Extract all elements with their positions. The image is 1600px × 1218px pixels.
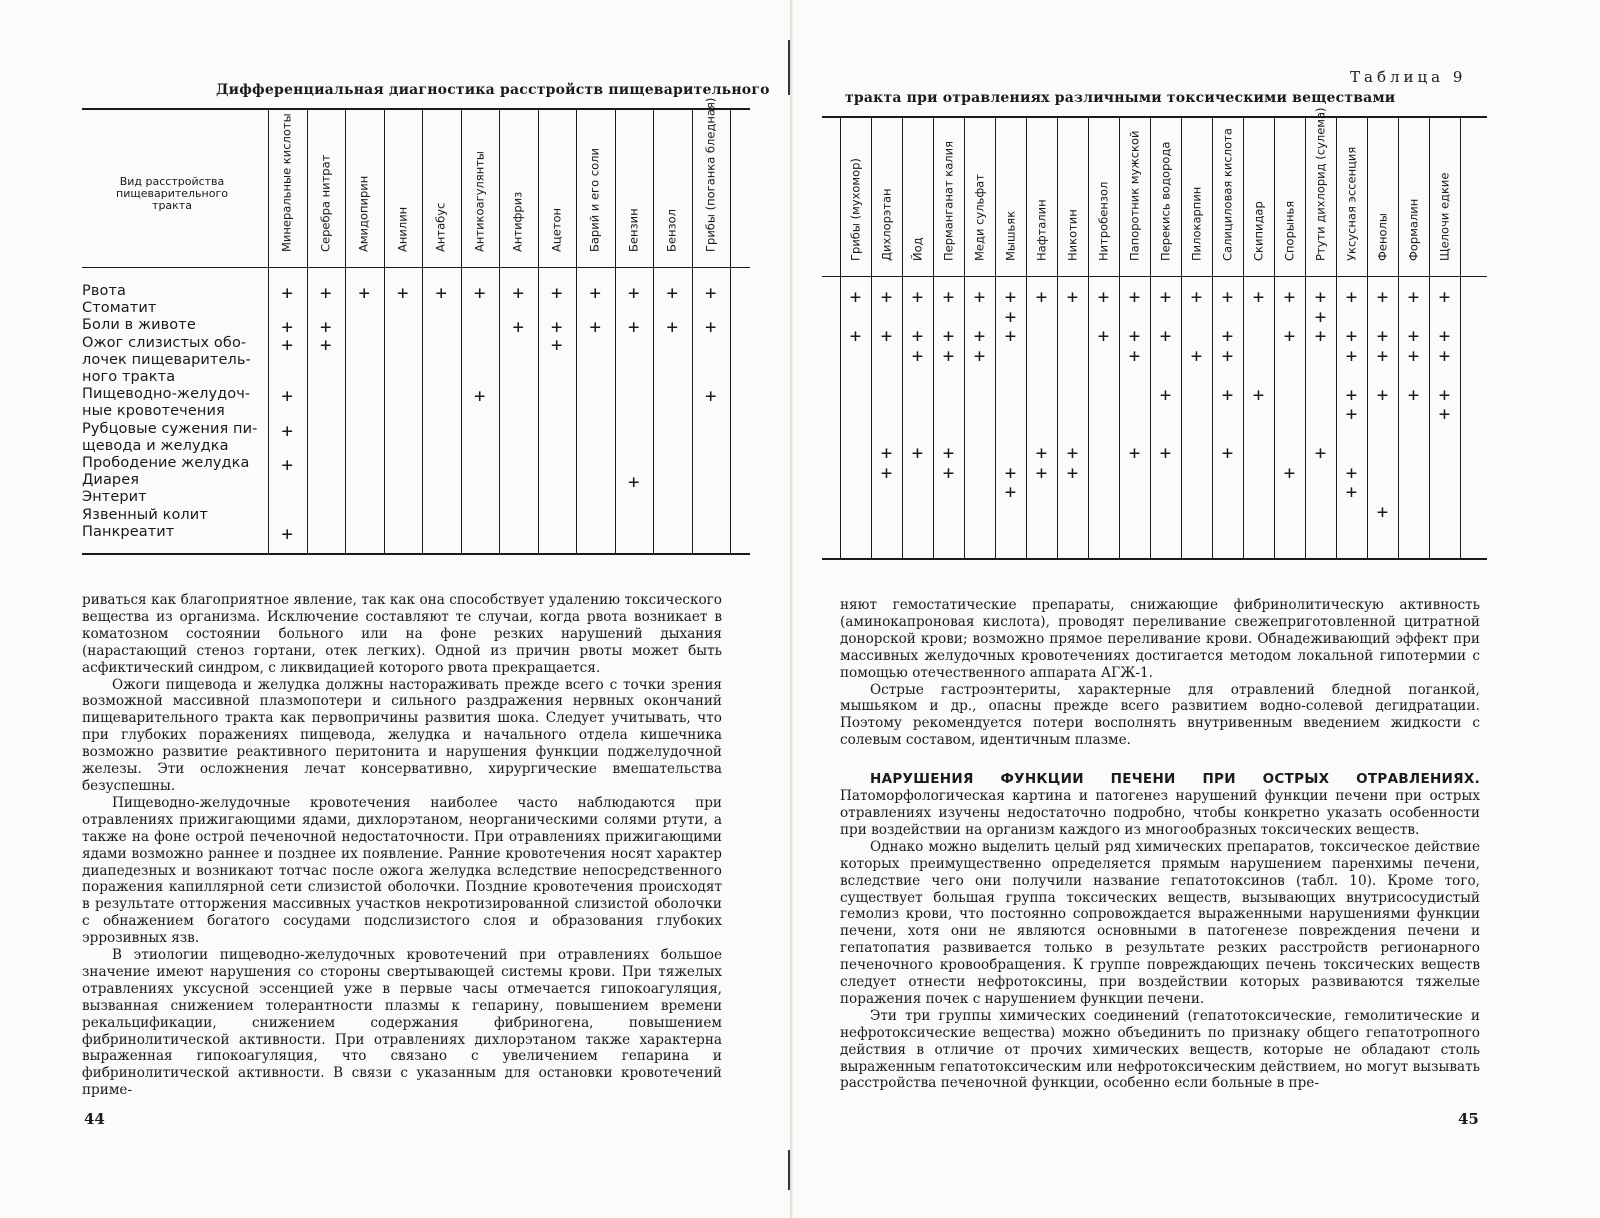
right-table-cell: + <box>911 325 924 347</box>
right-column-header-text: Нитробензол <box>1096 181 1110 261</box>
right-column-header-text: Грибы (мухомор) <box>848 158 862 261</box>
right-table-cell: + <box>1283 461 1296 484</box>
left-table-cell: + <box>512 316 524 339</box>
right-column-header-text: Меди сульфат <box>972 174 986 261</box>
left-column-divider <box>692 110 693 553</box>
left-table-cell: + <box>281 454 293 476</box>
left-table-cell: + <box>589 282 601 304</box>
right-table-cell: + <box>1438 383 1451 406</box>
right-table-cell: + <box>1438 325 1451 347</box>
right-column-header-text: Перекись водорода <box>1158 141 1172 261</box>
left-column-header <box>396 114 410 263</box>
right-column-header-text: Йод <box>910 237 924 261</box>
right-table-cell: + <box>942 461 955 484</box>
right-table-cell: + <box>973 344 986 367</box>
right-column-header <box>1313 107 1328 272</box>
right-table-cell: + <box>880 325 893 347</box>
right-column-header-text: Спорынья <box>1282 200 1296 261</box>
left-table-cell: + <box>628 471 640 494</box>
right-table-cell: + <box>1035 461 1048 484</box>
right-table-bottom-rule <box>822 558 1487 560</box>
left-table-cell: + <box>320 316 332 339</box>
left-row-label: Ожог слизистых обо- <box>82 334 247 351</box>
right-table-cell: + <box>1345 286 1358 308</box>
right-column-header-text: Ртути дихлорид (сулема) <box>1313 107 1327 261</box>
left-table-cell: + <box>397 282 409 304</box>
right-table-cell: + <box>880 461 893 484</box>
right-table-cell: + <box>1004 325 1017 347</box>
left-column-header <box>319 114 333 263</box>
right-table-cell: + <box>849 325 862 347</box>
right-table-cell: + <box>1407 344 1420 367</box>
left-column-divider <box>538 110 539 553</box>
right-column-divider <box>1026 118 1027 558</box>
left-row-label: лочек пищеваритель- <box>82 351 251 368</box>
right-column-header-text: Скипидар <box>1251 201 1265 261</box>
right-paragraph-2: Острые гастроэнтериты, характерные для отравлений бледной поганкой, мышьяком и др., опасны прежде всего развитием водно-солевой дегидратации. Поэтому рекомендуется потери восполнять внутривенным введением жидкости с солевым составом, идентичным плазме. <box>840 681 1480 749</box>
right-table-cell: + <box>1097 325 1110 347</box>
left-body-text <box>82 592 722 1099</box>
section-heading: НАРУШЕНИЯ ФУНКЦИИ ПЕЧЕНИ ПРИ ОСТРЫХ ОТРАВЛЕНИЯХ. <box>870 771 1480 788</box>
left-table-cell: + <box>281 522 293 545</box>
right-table-cell: + <box>1159 325 1172 347</box>
section-lead: Патоморфологическая картина и патогенез нарушений функции печени при острых отравлениях изучены недостаточно подробно, чтобы конкретно указать особенности при воздействии на организм каждого из многообразных токсических веществ. <box>840 788 1480 838</box>
left-row-label: Боли в животе <box>82 317 196 334</box>
right-column-header <box>1097 122 1111 272</box>
left-table-cell: + <box>281 385 293 408</box>
right-table-cell: + <box>1128 325 1141 347</box>
right-table-cell: + <box>1004 481 1017 503</box>
gutter-mark-top <box>788 40 790 95</box>
right-table-label: Таблица 9 <box>1350 68 1467 86</box>
left-table-cell: + <box>281 282 293 304</box>
left-page-number: 44 <box>84 1110 105 1128</box>
left-column-header <box>627 114 641 263</box>
right-table-cell: + <box>1004 461 1017 484</box>
left-table-cell: + <box>628 282 640 304</box>
left-table-cell: + <box>705 316 717 339</box>
right-column-header-text: Нафталин <box>1034 199 1048 261</box>
right-table-cell: + <box>1283 286 1296 308</box>
right-table-cell: + <box>973 286 986 308</box>
right-column-header <box>1345 122 1359 272</box>
left-row-label: Диарея <box>82 472 140 489</box>
right-section-paragraph <box>840 771 1480 839</box>
right-table-cell: + <box>1345 481 1358 503</box>
right-column-header-text: Салициловая кислота <box>1220 128 1234 261</box>
right-table-cell: + <box>911 286 924 308</box>
right-table-cell: + <box>1345 344 1358 367</box>
left-paragraph-1: риваться как благоприятное явление, так как она способствует удалению токсического вещества из организма. Исключение составляют те случаи, когда рвота возникает в коматозном состоянии больного или на фоне резких нарушений дыхания (нарастающий стеноз гортани, отек легких). Одной из причин рвоты может быть асфиктический синдром, с ликвидацией которого рвота прекращается. <box>82 592 722 676</box>
right-column-header <box>1376 122 1390 272</box>
right-table-cell: + <box>1128 442 1141 464</box>
left-table-cell: + <box>705 385 717 408</box>
right-table-cell: + <box>1221 442 1234 464</box>
right-table-cell: + <box>849 286 862 308</box>
left-row-label: щевода и желудка <box>82 437 229 454</box>
left-column-header <box>588 114 602 263</box>
right-column-header-text: Пилокарпин <box>1189 186 1203 261</box>
right-table-cell: + <box>973 325 986 347</box>
right-table-cell: + <box>1314 442 1327 464</box>
right-column-header-text: Формалин <box>1406 198 1420 261</box>
left-column-header <box>357 114 371 263</box>
spine-gutter <box>790 0 793 1218</box>
left-row-label: Энтерит <box>82 489 147 506</box>
right-column-header <box>1252 122 1266 272</box>
right-table-cell: + <box>1376 344 1389 367</box>
left-stub-header: Вид расстройства пищеварительного тракта <box>116 175 228 212</box>
left-row-label: Язвенный колит <box>82 506 208 523</box>
right-table-cell: + <box>1004 286 1017 308</box>
left-column-header-text: Минеральные кислоты <box>279 113 294 252</box>
left-table-top-rule <box>82 108 750 110</box>
left-row-label: Стоматит <box>82 300 157 317</box>
left-column-divider <box>307 110 308 553</box>
right-table-cell: + <box>880 286 893 308</box>
left-column-header <box>665 114 679 263</box>
right-table-cell: + <box>1221 325 1234 347</box>
right-table-top-rule <box>822 116 1487 118</box>
right-table-cell: + <box>1066 286 1079 308</box>
right-table-cell: + <box>1252 383 1265 406</box>
right-column-divider <box>1057 118 1058 558</box>
right-table-cell: + <box>1097 286 1110 308</box>
left-column-header <box>434 114 448 263</box>
right-column-divider <box>1460 118 1461 558</box>
right-column-header <box>1004 122 1018 272</box>
right-column-header-text: Щелочи едкие <box>1437 172 1451 261</box>
left-column-header-text: Серебра нитрат <box>318 154 333 252</box>
left-table-head-rule <box>82 267 750 268</box>
right-table-cell: + <box>1438 344 1451 367</box>
left-table-cell: + <box>666 316 678 339</box>
right-column-header <box>1221 122 1235 272</box>
left-table-cell: + <box>551 282 563 304</box>
left-column-header-text: Антифриз <box>510 191 525 252</box>
left-column-divider <box>345 110 346 553</box>
left-table-cell: + <box>589 316 601 339</box>
right-table-cell: + <box>1314 325 1327 347</box>
left-column-header-text: Барий и его соли <box>587 148 602 252</box>
left-table-cell: + <box>281 316 293 339</box>
right-column-header <box>849 122 863 272</box>
left-row-label: Прободение желудка <box>82 455 250 471</box>
gutter-mark-bottom <box>788 1150 790 1190</box>
left-table-cell: + <box>320 282 332 304</box>
right-table-cell: + <box>1376 286 1389 308</box>
left-column-divider <box>422 110 423 553</box>
right-table-cell: + <box>1221 344 1234 367</box>
left-table-cell: + <box>628 316 640 339</box>
right-column-header <box>942 122 956 272</box>
right-column-header-text: Перманганат калия <box>941 140 955 261</box>
right-table-cell: + <box>1407 383 1420 406</box>
left-table-cell: + <box>474 385 486 408</box>
left-column-header-text: Антабус <box>433 202 448 252</box>
left-paragraph-3: Пищеводно-желудочные кровотечения наиболее часто наблюдаются при отравлениях прижигающими ядами, дихлорэтаном, неорганическими солями ртути, а также на фоне острой печеночной недостаточности. При отравлениях прижигающими ядами возможно раннее и позднее их появление. Ранние кровотечения носят характер диапедезных и возникают тотчас после ожога желудка вследствие непосредственного поражения капиллярной сети слизистой оболочки. Поздние кровотечения происходят в результате отторжения массивных участков некротизированной слизистой оболочки с обнажением богатого сосудами подслизистого слоя и образования глубоких эррозивных язв. <box>82 794 722 947</box>
left-table-cell: + <box>705 282 717 304</box>
right-table-cell: + <box>1345 461 1358 484</box>
right-table-cell: + <box>1004 305 1017 328</box>
right-column-header-text: Дихлорэтан <box>879 188 893 261</box>
right-column-header-text: Фенолы <box>1375 213 1389 261</box>
right-column-header <box>911 122 925 272</box>
right-column-header <box>1128 122 1142 272</box>
right-table-cell: + <box>1035 442 1048 464</box>
left-column-header-text: Ацетон <box>549 207 564 252</box>
right-table-cell: + <box>1035 286 1048 308</box>
left-table-cell: + <box>281 419 293 442</box>
left-paragraph-2: Ожоги пищевода и желудка должны настораживать прежде всего с точки зрения возможной массивной плазмопотери и сильного раздражения нервных окончаний пищеварительного тракта как первопричины развития шока. Следует учитывать, что при глубоких поражениях пищевода, желудка и начального отдела кишечника возможно развитие реактивного перитонита и нарушения функции поджелудочной железы. Эти осложнения лечат консервативно, хирургические вмешательства безуспешны. <box>82 676 722 794</box>
left-column-header <box>280 114 294 263</box>
left-table-cell: + <box>551 333 563 356</box>
left-column-divider <box>653 110 654 553</box>
right-table-cell: + <box>1376 500 1389 523</box>
left-table-cell: + <box>474 282 486 304</box>
right-table-cell: + <box>1407 286 1420 308</box>
left-column-header-text: Бензол <box>664 209 679 252</box>
left-row-label: ные кровотечения <box>82 403 225 420</box>
right-column-header <box>1283 122 1297 272</box>
right-column-header <box>973 122 987 272</box>
left-row-label: Рубцовые сужения пи- <box>82 420 258 437</box>
right-column-header-text: Никотин <box>1065 209 1079 261</box>
right-table-cell: + <box>1252 286 1265 308</box>
right-column-header <box>1438 122 1452 272</box>
left-column-header <box>703 97 718 263</box>
left-column-header <box>473 114 487 263</box>
right-table-title: тракта при отравлениях различными токсическими веществами <box>845 90 1396 106</box>
left-table-cell: + <box>666 282 678 304</box>
right-column-divider <box>1243 118 1244 558</box>
right-column-header-text: Уксусная эссенция <box>1344 146 1358 261</box>
right-paragraph-4: Эти три группы химических соединений (гепатотоксические, гемолитические и нефротоксические вещества) можно объединить по признаку общего гепатотропного действия в отличие от прочих химических веществ, которые не обладают столь выраженным гепатотоксическим или нефротоксическим действием, но могут вызывать расстройства печеночной функции, особенно если больные в пре- <box>840 1007 1480 1092</box>
left-column-divider <box>461 110 462 553</box>
left-column-divider <box>384 110 385 553</box>
right-table-cell: + <box>1283 325 1296 347</box>
left-paragraph-4: В этиологии пищеводно-желудочных кровотечений при отравлениях большое значение имеют нарушения со стороны свертывающей системы крови. При тяжелых отравлениях уксусной эссенцией уже в первые часы отмечается гипокоагуляция, вызванная снижением толерантности плазмы к гепарину, повышением времени рекальцификации, снижением содержания фибриногена, повышением фибринолитической активности. При отравлениях дихлорэтаном также характерна выраженная гипокоагуляция, что связано с увеличением гепарина и фибринолитической активности. В связи с указанным для остановки кровотечений приме- <box>82 947 722 1099</box>
right-paragraph-3: Однако можно выделить целый ряд химических препаратов, токсическое действие которых преимущественно определяется прямым нарушением паренхимы печени, вследствие чего они получили название гепатотоксинов (табл. 10). Кроме того, существует большая группа токсических веществ, вызывающих внутрисосудистый гемолиз крови, что постоянно сопровождается выраженными нарушениями функции печени, хотя они не являются основными в патогенезе повреждения печени и гепатопатия развивается только в результате резких расстройств регионарного печеночного кровообращения. К группе повреждающих печень токсических веществ следует отнести нефротоксины, при воздействии которых развиваются тяжелые поражения почек с нарушением функции печени. <box>840 838 1480 1007</box>
right-table-cell: + <box>942 325 955 347</box>
right-column-header <box>880 122 894 272</box>
right-table-cell: + <box>1190 286 1203 308</box>
right-table-head-rule <box>822 276 1487 277</box>
right-table-cell: + <box>942 344 955 367</box>
right-column-divider <box>1181 118 1182 558</box>
left-column-header <box>550 114 564 263</box>
right-table-cell: + <box>1345 325 1358 347</box>
left-column-header-text: Грибы (поганка бледная) <box>703 97 718 252</box>
right-table-cell: + <box>1190 344 1203 367</box>
right-table-cell: + <box>1221 286 1234 308</box>
right-table-cell: + <box>1066 461 1079 484</box>
right-table-cell: + <box>1314 305 1327 328</box>
left-table-cell: + <box>320 333 332 356</box>
right-body-text <box>840 597 1480 1092</box>
left-column-divider <box>615 110 616 553</box>
left-row-label: Панкреатит <box>82 523 175 540</box>
left-column-divider <box>730 110 731 553</box>
left-table-cell: + <box>281 333 293 356</box>
right-table-cell: + <box>1345 383 1358 406</box>
right-page <box>800 0 1600 1218</box>
right-column-header-text: Папоротник мужской <box>1127 130 1141 261</box>
right-table-cell: + <box>1345 403 1358 425</box>
left-table-cell: + <box>512 282 524 304</box>
left-row-label: ного тракта <box>82 369 176 385</box>
left-row-label: Рвота <box>82 283 126 299</box>
right-table-cell: + <box>942 286 955 308</box>
right-table-cell: + <box>911 442 924 464</box>
right-column-header <box>1066 122 1080 272</box>
left-page <box>0 0 790 1218</box>
left-column-header-text: Анилин <box>395 206 410 252</box>
left-column-header-text: Амидопирин <box>356 175 371 252</box>
left-row-label: Пищеводно-желудоч- <box>82 386 251 403</box>
right-table-cell: + <box>1438 403 1451 425</box>
left-table-cell: + <box>358 282 370 304</box>
right-page-number: 45 <box>1458 1110 1479 1128</box>
right-column-header <box>1190 122 1204 272</box>
left-table-cell: + <box>435 282 447 304</box>
right-table-cell: + <box>1066 442 1079 464</box>
right-table-cell: + <box>1407 325 1420 347</box>
right-table-cell: + <box>1159 383 1172 406</box>
right-table-cell: + <box>1159 286 1172 308</box>
left-column-header-text: Антикоагулянты <box>472 150 487 252</box>
left-column-divider <box>576 110 577 553</box>
right-column-header-text: Мышьяк <box>1003 210 1017 261</box>
right-table-cell: + <box>911 344 924 367</box>
left-column-header <box>511 114 525 263</box>
left-table-title: Дифференциальная диагностика расстройств пищеварительного <box>216 82 770 98</box>
left-column-divider <box>268 110 269 553</box>
right-table-cell: + <box>1376 383 1389 406</box>
right-table-cell: + <box>1221 383 1234 406</box>
right-column-header <box>1407 122 1421 272</box>
right-table-cell: + <box>1128 286 1141 308</box>
right-column-header <box>1035 122 1049 272</box>
left-column-header-text: Бензин <box>626 208 641 252</box>
left-table-cell: + <box>551 316 563 339</box>
right-table-cell: + <box>880 442 893 464</box>
right-table-cell: + <box>1438 286 1451 308</box>
right-table-cell: + <box>942 442 955 464</box>
right-table-cell: + <box>1376 325 1389 347</box>
right-table-cell: + <box>1314 286 1327 308</box>
right-table-cell: + <box>1128 344 1141 367</box>
left-column-divider <box>499 110 500 553</box>
right-paragraph-1: няют гемостатические препараты, снижающие фибринолитическую активность (аминокапроновая кислота), проводят переливание свежеприготовленной цитратной донорской крови; возможно прямое переливание крови. Обнадеживающий эффект при массивных желудочных кровотечениях достигается методом локальной гипотермии с помощью отечественного аппарата АГЖ-1. <box>840 597 1480 681</box>
right-table-cell: + <box>1159 442 1172 464</box>
right-column-header <box>1159 122 1173 272</box>
left-table-bottom-rule <box>82 553 750 555</box>
